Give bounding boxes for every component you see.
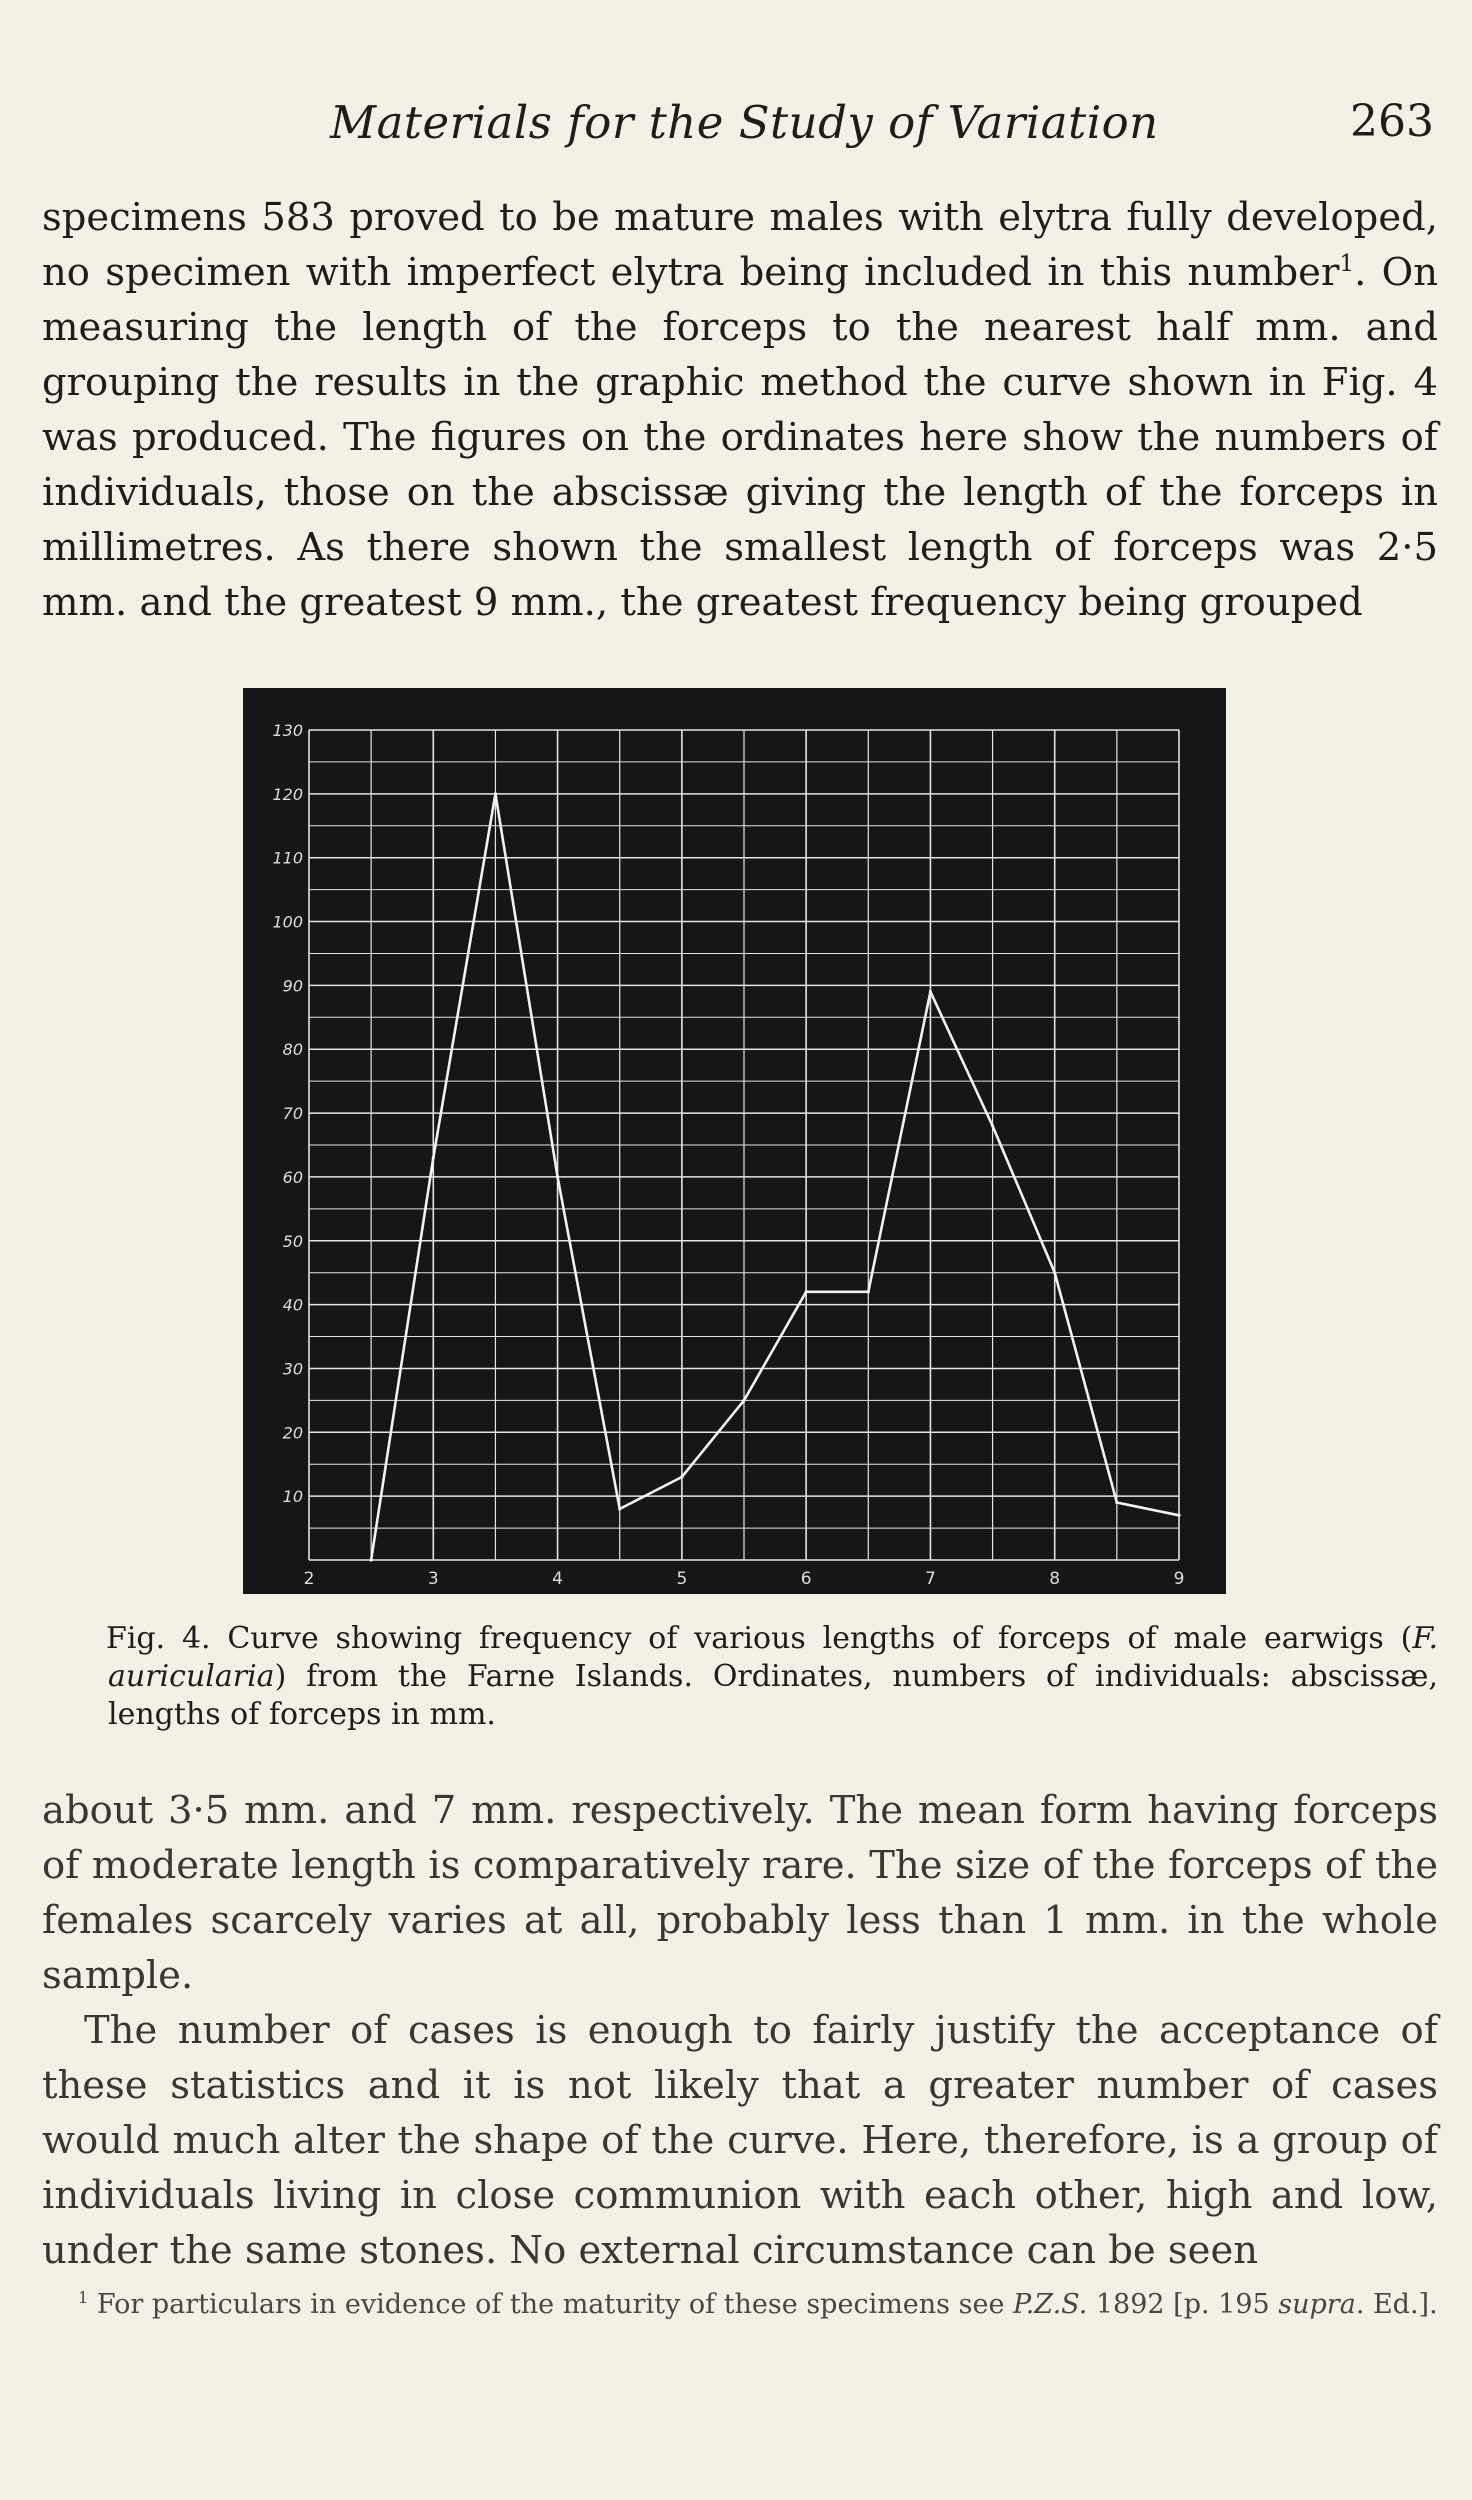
data-point <box>1053 1271 1056 1274</box>
y-tick-label: 60 <box>282 1167 303 1187</box>
data-point <box>618 1507 621 1510</box>
y-tick-label: 10 <box>282 1487 303 1507</box>
figure-caption <box>108 1620 1438 1734</box>
body-text: specimens 583 proved to be mature males with elytra fully developed, no specimen with imperfect elytra being included in this number <box>42 195 1438 295</box>
x-tick-label: 6 <box>800 1569 812 1589</box>
footnote-text-c: . Ed.]. <box>1355 2289 1438 2320</box>
y-tick-label: 70 <box>282 1104 303 1124</box>
y-tick-label: 50 <box>282 1231 303 1251</box>
x-tick-label: 9 <box>1173 1569 1185 1589</box>
data-point <box>742 1399 745 1402</box>
body-text-cont: . On measuring the length of the forceps to the nearest half mm. and grouping the results in the graphic method the curve shown in Fig. 4 was produced. The figures on the ordinates here show the numbers of individuals, those on the abscissæ giving the length of the forceps in millimetres. As there shown the smallest length of forceps was 2·5 mm. and the greatest 9 mm., the greatest frequency being grouped <box>42 250 1438 625</box>
data-point <box>494 792 497 795</box>
caption-label: Fig. 4. <box>106 1621 211 1656</box>
data-point <box>370 1558 373 1561</box>
y-tick-label: 110 <box>272 848 303 868</box>
y-tick-label: 20 <box>282 1423 303 1443</box>
y-tick-label: 90 <box>282 976 303 996</box>
running-title: Materials for the Study of Variation <box>330 96 1159 149</box>
data-point <box>805 1290 808 1293</box>
body-paragraph-2 <box>42 2003 1438 2278</box>
caption-text-a: Curve showing frequency of various lengths of forceps of male earwigs ( <box>210 1621 1413 1656</box>
x-tick-label: 7 <box>925 1569 936 1589</box>
data-point <box>867 1290 870 1293</box>
data-point <box>1177 1514 1180 1517</box>
x-tick-label: 2 <box>303 1569 315 1589</box>
footnote-ref-journal: P.Z.S. <box>1013 2289 1088 2320</box>
data-point <box>680 1475 683 1478</box>
chart-background <box>243 688 1226 1594</box>
footnote-text-b: 1892 [p. 195 <box>1087 2289 1279 2320</box>
footnote-text-a: For particulars in evidence of the maturity of these specimens see <box>88 2289 1014 2320</box>
y-tick-label: 120 <box>272 784 303 804</box>
x-tick-label: 3 <box>427 1569 439 1589</box>
footnote-supra: supra <box>1278 2289 1356 2320</box>
caption-text-b: ) from the Farne Islands. Ordinates, numbers of individuals: abscissæ, lengths of forceps in mm. <box>108 1659 1438 1732</box>
y-tick-label: 130 <box>272 721 303 740</box>
caption-species: F. auricularia <box>108 1621 1439 1694</box>
data-point <box>929 990 932 993</box>
y-tick-label: 80 <box>282 1040 303 1060</box>
x-tick-label: 8 <box>1049 1569 1061 1589</box>
footnote <box>42 2284 1438 2325</box>
y-tick-label: 40 <box>282 1295 303 1315</box>
body-paragraph-2-text: The number of cases is enough to fairly justify the acceptance of these statistics and it is not likely that a greater number of cases would much alter the shape of the curve. Here, therefore, is a group of individuals living in close communion with each other, high and low, under the same stones. No external circumstance can be seen <box>42 2008 1438 2273</box>
data-point <box>991 1124 994 1127</box>
data-point <box>1115 1501 1118 1504</box>
body-paragraphs-bottom <box>42 1783 1438 2278</box>
data-point <box>432 1156 435 1159</box>
y-tick-label: 30 <box>282 1359 303 1379</box>
page-header <box>0 96 1472 156</box>
data-point <box>556 1175 559 1178</box>
frequency-curve-chart <box>243 688 1226 1594</box>
x-tick-label: 4 <box>552 1569 563 1589</box>
footnote-ref[interactable]: 1 <box>1339 251 1355 278</box>
footnote-mark: 1 <box>78 2288 89 2307</box>
y-tick-label: 100 <box>272 912 303 932</box>
x-tick-label: 5 <box>676 1569 688 1589</box>
body-paragraph-1: about 3·5 mm. and 7 mm. respectively. The mean form having forceps of moderate length is comparatively rare. The size of the forceps of the females scarcely varies at all, probably less than 1 mm. in the whole sample. <box>42 1788 1438 1998</box>
page-number: 263 <box>1350 96 1434 147</box>
body-paragraph-top <box>42 190 1438 630</box>
